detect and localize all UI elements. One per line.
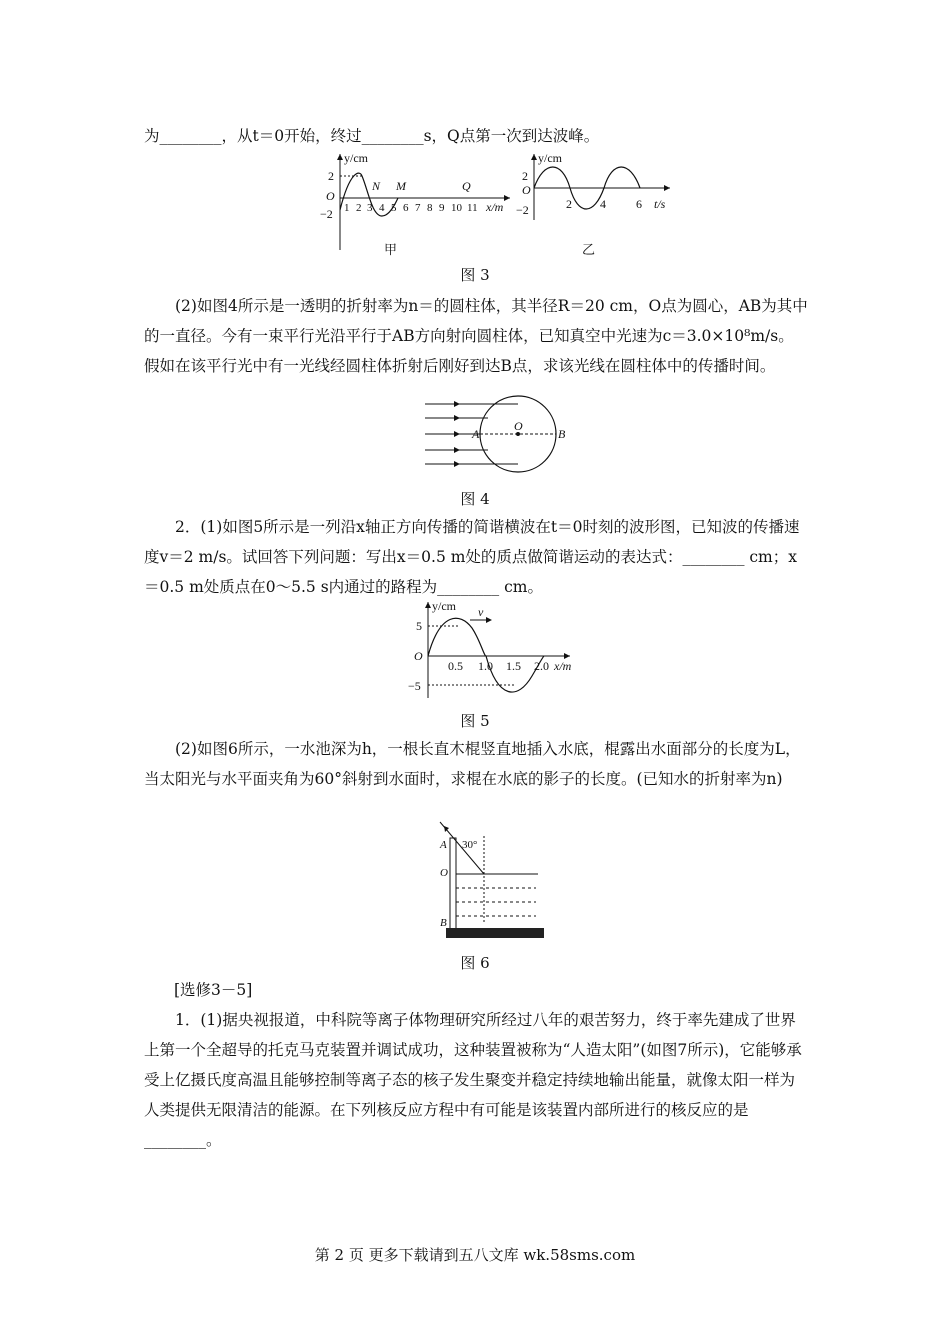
fig5-tick: 0.5 xyxy=(448,659,463,673)
fig3-right-ymin: −2 xyxy=(516,203,529,217)
fig3-right-ymax: 2 xyxy=(522,169,528,183)
fig5-ymin: −5 xyxy=(408,679,421,693)
fig3-left-ymax: 2 xyxy=(328,169,334,183)
fig5-tick: 1.0 xyxy=(478,659,493,673)
fig3-point-q: Q xyxy=(462,179,471,193)
para-q2: 2．(1)如图5所示是一列沿x轴正方向传播的简谐横波在t＝0时刻的波形图，已知波的传播速度v＝2 m/s。试回答下列问题：写出x＝0.5 m处的质点做简谐运动的表达式：________ cm；x＝0.5 m处质点在0～5.5 s内通过的路程为________ cm。 xyxy=(144,518,800,596)
fig3-right-origin: O xyxy=(522,183,531,197)
top-line: 为________，从t＝0开始，终过________s，Q点第一次到达波峰。 xyxy=(144,127,600,145)
fig3-left-ymin: −2 xyxy=(320,207,333,221)
fig3-left-origin: O xyxy=(326,189,335,203)
fig3-left-tick: 4 xyxy=(379,202,385,214)
fig3-left-tick: 1 xyxy=(344,202,350,214)
fig3-left-graph xyxy=(310,150,520,260)
fig5-ymax: 5 xyxy=(416,619,422,633)
fig5-velocity: v xyxy=(478,605,484,619)
fig3-right-graph xyxy=(510,150,690,260)
fig3-point-m: M xyxy=(396,179,406,193)
fig3-left-tick: 5 xyxy=(391,202,397,214)
fig4-point-b: B xyxy=(558,427,566,441)
fig3-left-tick: 11 xyxy=(467,202,478,214)
fig3-left-xlabel: x/m xyxy=(486,200,504,214)
fig5-origin: O xyxy=(414,649,423,663)
fig3-caption: 图 3 xyxy=(460,266,490,284)
fig3-right-tick: 2 xyxy=(566,197,572,211)
para-fig4: (2)如图4所示是一透明的折射率为n＝的圆柱体，其半径R＝20 cm，O点为圆心，AB为其中的一直径。今有一束平行光沿平行于AB方向射向圆柱体，已知真空中光速为c＝3.0×10⁸m/s。假如在该平行光中有一光线经圆柱体折射后刚好到达B点，求该光线在圆柱体中的传播时间。 xyxy=(144,297,808,375)
fig4-point-o: O xyxy=(514,419,523,433)
fig3-right-ylabel: y/cm xyxy=(538,151,562,165)
fig3-left-tick: 9 xyxy=(439,202,445,214)
fig3-point-n: N xyxy=(372,179,381,193)
fig5-caption: 图 5 xyxy=(460,712,490,730)
fig5-graph xyxy=(400,598,600,702)
fig4-point-a: A xyxy=(472,427,480,441)
fig3-right-tick: 4 xyxy=(600,197,606,211)
section-title: [选修3－5] xyxy=(174,981,253,999)
fig3-left-tick: 6 xyxy=(403,202,409,214)
para-35: 1．(1)据央视报道，中科院等离子体物理研究所经过八年的艰苦努力，终于率先建成了世界上第一个全超导的托克马克装置并调试成功，这种装置被称为“人造太阳”(如图7所示)，它能够承受上亿摄氏度高温且能够控制等离子态的核子发生聚变并稳定持续地输出能量，就像太阳一样为人类提供无限清洁的能源。在下列核反应方程中有可能是该装置内部所进行的核反应的是________。 xyxy=(144,1011,802,1149)
fig3-left-tick: 8 xyxy=(427,202,433,214)
fig5-xlabel: x/m xyxy=(554,659,572,673)
fig4-caption: 图 4 xyxy=(460,490,490,508)
fig5-ylabel: y/cm xyxy=(432,599,456,613)
fig3-right-xlabel: t/s xyxy=(654,197,666,211)
page-footer: 第 2 页 更多下载请到五八文库 wk.58sms.com xyxy=(314,1246,636,1264)
fig3-right-label: 乙 xyxy=(582,242,596,257)
fig6-caption: 图 6 xyxy=(460,954,490,972)
fig3-left-tick: 10 xyxy=(451,202,462,214)
fig3-right-tick: 6 xyxy=(636,197,642,211)
fig6-angle: 30° xyxy=(462,839,478,851)
fig5-tick: 1.5 xyxy=(506,659,521,673)
fig6-point-b: B xyxy=(440,917,447,929)
fig3-left-tick: 3 xyxy=(367,202,373,214)
fig6-point-o: O xyxy=(440,867,448,879)
fig3-left-ylabel: y/cm xyxy=(344,151,368,165)
fig6-diagram xyxy=(430,818,550,944)
fig3-left-tick: 7 xyxy=(415,202,421,214)
fig5-tick: 2.0 xyxy=(534,659,549,673)
fig3-left-tick: 2 xyxy=(356,202,362,214)
fig4-diagram xyxy=(420,398,580,482)
para-fig6: (2)如图6所示，一水池深为h，一根长直木棍竖直地插入水底，棍露出水面部分的长度为L，当太阳光与水平面夹角为60°斜射到水面时，求棍在水底的影子的长度。(已知水的折射率为n) xyxy=(144,740,801,788)
fig6-point-a: A xyxy=(440,839,447,851)
fig3-left-label: 甲 xyxy=(384,242,398,257)
